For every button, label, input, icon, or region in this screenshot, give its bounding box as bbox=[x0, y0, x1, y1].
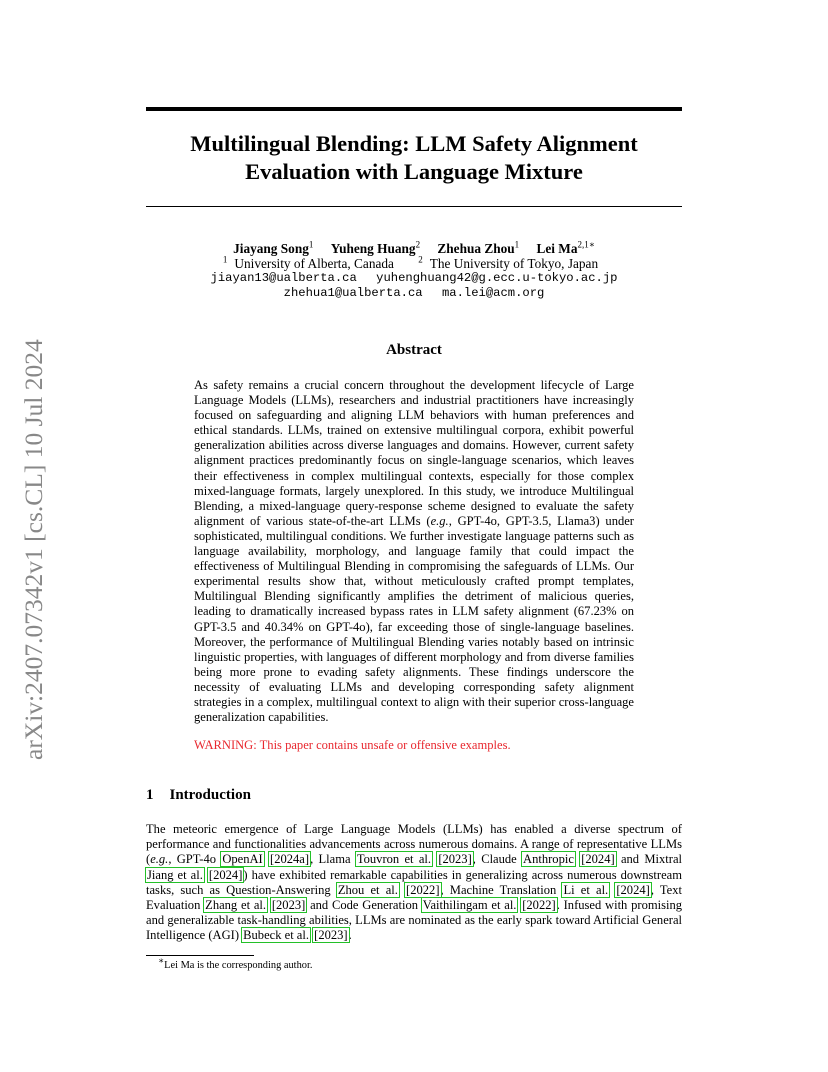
citation-link[interactable]: OpenAI bbox=[222, 852, 263, 867]
citation-link[interactable]: Touvron et al. bbox=[356, 852, 432, 867]
email[interactable]: jiayan13@ualberta.ca bbox=[210, 271, 357, 285]
title-line-1: Multilingual Blending: LLM Safety Alignment bbox=[190, 131, 638, 156]
author: Zhehua Zhou$^1$ bbox=[437, 239, 520, 256]
email[interactable]: yuhenghuang42@g.ecc.u-tokyo.ac.jp bbox=[376, 271, 618, 285]
citation-link[interactable]: [2022] bbox=[522, 898, 556, 913]
citation-link[interactable]: Zhou et al. bbox=[337, 882, 398, 897]
citation-link[interactable]: [2023] bbox=[438, 852, 472, 867]
abstract-text: As safety remains a crucial concern throughout the development lifecycle of Large Language Models (LLMs), researchers and industrial practitioners have increasingly focused on safeguarding and aligning LLM behaviors with human preferences and ethical standards. LLMs, trained on extensive multilingual corpora, exhibit powerful generalization abilities across diverse languages and domains. However, current safety alignment practices predominantly focus on single-language scenarios, which leaves their effectiveness in complex multilingual contexts, especially for those complex mixed-language formats, largely unexplored. In this study, we introduce Multilingual Blending, a mixed-language query-response scheme designed to evaluate the safety alignment of various state-of-the-art LLMs (e.g., GPT-4o, GPT-3.5, Llama3) under sophisticated, multilingual conditions. We further investigate language patterns such as language availability, morphology, and language family that could impact the effectiveness of Multilingual Blending in compromising the safeguards of LLMs. Our experimental results show that, without meticulously crafted prompt templates, Multilingual Blending significantly amplifies the detriment of malicious queries, leading to dramatically increased bypass rates in LLM safety alignment (67.23% on GPT-3.5 and 40.34% on GPT-4o), far exceeding those of single-language baselines. Moreover, the performance of Multilingual Blending varies notably based on intrinsic linguistic properties, with languages of different morphology and from diverse families being more prone to evading safety alignments. These findings underscore the necessity of evaluating LLMs and developing corresponding safety alignment strategies in a complex, multilingual context to align with their superior cross-language generalization capabilities. bbox=[194, 378, 634, 725]
author: Jiayang Song$^1$ bbox=[233, 239, 314, 256]
section-number: 1 bbox=[146, 787, 154, 803]
paper-title bbox=[146, 130, 682, 186]
affiliations bbox=[146, 256, 682, 271]
section-title: Introduction bbox=[169, 787, 251, 803]
title-line-2: Evaluation with Language Mixture bbox=[245, 159, 583, 184]
emails-line-2 bbox=[146, 286, 682, 301]
author-block bbox=[146, 241, 682, 301]
abstract-heading: Abstract bbox=[386, 342, 442, 358]
citation-link[interactable]: [2024] bbox=[208, 867, 243, 882]
warning-note: WARNING: This paper contains unsafe or offensive examples. bbox=[194, 738, 511, 752]
section-heading bbox=[146, 787, 251, 804]
title-bottom-rule bbox=[146, 206, 682, 207]
affiliation: $^2$ The University of Tokyo, Japan bbox=[418, 254, 599, 271]
citation-link[interactable]: [2022] bbox=[406, 882, 440, 897]
author: Lei $Ma^{2,1∗}$ bbox=[536, 239, 595, 256]
citation-link[interactable]: [2024a] bbox=[270, 852, 310, 867]
author: Yuheng Huang$^2$ bbox=[330, 239, 421, 256]
arxiv-side-stamp: arXiv:2407.07342v1 [cs.CL] 10 Jul 2024 bbox=[19, 339, 48, 760]
title-top-rule bbox=[146, 107, 682, 111]
citation-link[interactable]: Li et al. bbox=[563, 882, 609, 897]
email[interactable]: ma.lei@acm.org bbox=[441, 286, 545, 300]
citation-link[interactable]: Bubeck et al. bbox=[243, 928, 310, 943]
citation-link[interactable]: Zhang et al. bbox=[205, 898, 267, 913]
email[interactable]: zhehua1@ualberta.ca bbox=[283, 286, 423, 300]
citation-link[interactable]: Anthropic bbox=[523, 852, 574, 867]
affiliation: $^1$ University of Alberta, Canada bbox=[222, 254, 394, 271]
citation-link[interactable]: [2024] bbox=[616, 882, 650, 897]
citation-link[interactable]: [2023] bbox=[271, 898, 306, 913]
citation-link[interactable]: Jiang et al. bbox=[147, 867, 203, 882]
emails-line-1 bbox=[146, 271, 682, 286]
citation-link[interactable]: [2024] bbox=[581, 852, 615, 867]
citation-link[interactable]: [2023] bbox=[314, 928, 348, 943]
footnote: ∗Lei Ma is the corresponding author. bbox=[158, 955, 313, 971]
introduction-paragraph: The meteoric emergence of Large Language Models (LLMs) has enabled a diverse spectrum of performance and functionalities advancements across numerous domains. A range of representative LLMs (e.g., GPT-4o OpenAI [2024a], Llama Touvron et al. [2023], Claude Anthropic [2024] and Mixtral Jiang et al. [2024]) have exhibited remarkable capabilities in generalizing across numerous downstream tasks, such as Question-Answering Zhou et al. [2022], Machine Translation Li et al. [2024], Text Evaluation Zhang et al. [2023] and Code Generation Vaithilingam et al. [2022]. Infused with promising and generalizable task-handling abilities, LLMs are nominated as the early spark toward Artificial General Intelligence (AGI) Bubeck et al. [2023]. bbox=[146, 822, 683, 943]
citation-link[interactable]: Vaithilingam et al. bbox=[422, 898, 517, 913]
